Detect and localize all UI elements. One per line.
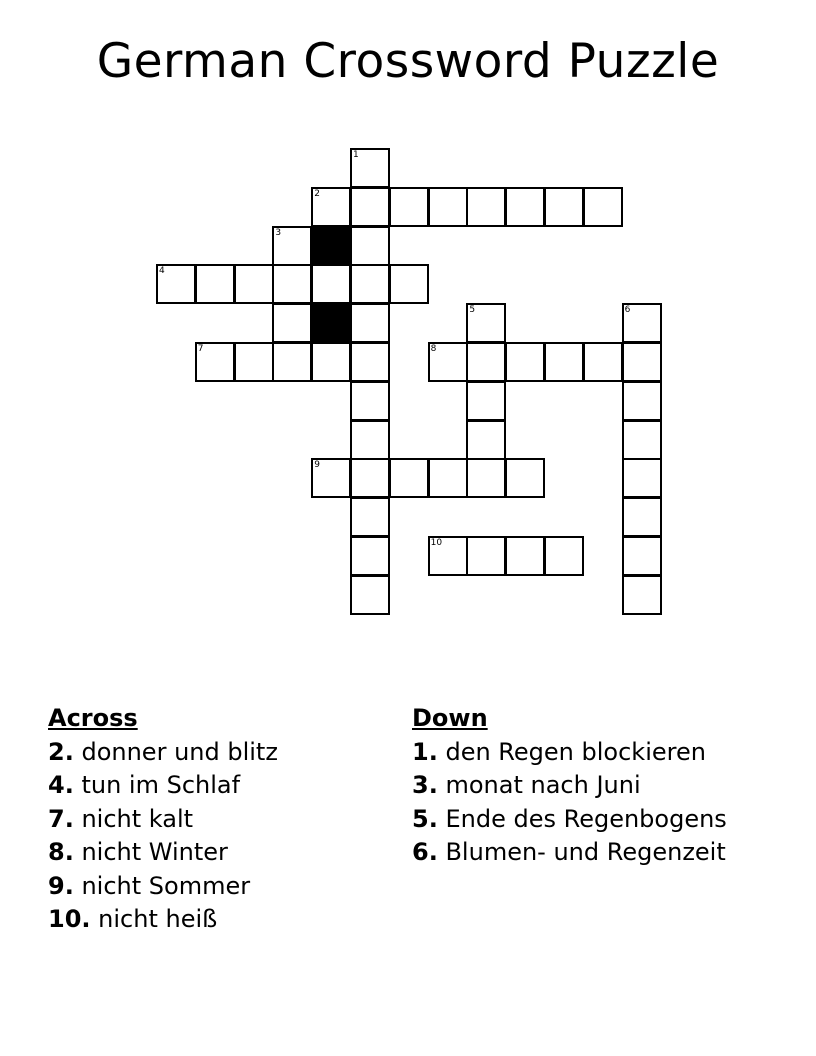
- clue-across: [48, 769, 378, 803]
- crossword-cell[interactable]: [350, 536, 390, 576]
- crossword-cell[interactable]: [466, 303, 506, 343]
- clue-number-label: 8: [430, 344, 437, 354]
- crossword-cell[interactable]: [466, 187, 506, 227]
- crossword-cell[interactable]: [350, 187, 390, 227]
- crossword-cell[interactable]: [466, 420, 506, 460]
- crossword-cell[interactable]: [389, 458, 429, 498]
- clue-number-label: 6: [624, 305, 631, 316]
- clue-number-label: 7: [197, 344, 204, 354]
- clue-text: nicht Winter: [81, 838, 228, 866]
- clue-down: [412, 736, 752, 770]
- clue-across: [48, 903, 378, 937]
- crossword-cell[interactable]: [311, 264, 351, 304]
- clue-number: 9.: [48, 871, 74, 900]
- crossword-cell[interactable]: [622, 497, 662, 537]
- clue-number: 7.: [48, 804, 74, 833]
- clue-text: den Regen blockieren: [445, 737, 706, 766]
- crossword-cell[interactable]: [350, 575, 390, 615]
- crossword-cell[interactable]: [505, 187, 545, 227]
- clue-text: monat nach Juni: [445, 771, 641, 799]
- clue-text: nicht Sommer: [81, 871, 251, 900]
- clue-number: 6.: [412, 838, 438, 866]
- crossword-cell[interactable]: [311, 458, 351, 498]
- crossword-cell[interactable]: [350, 342, 390, 382]
- crossword-cell[interactable]: [583, 342, 623, 382]
- crossword-cell[interactable]: [195, 342, 235, 382]
- clue-across: [48, 836, 378, 870]
- clue-text: Blumen- und Regenzeit: [445, 838, 726, 866]
- clue-across: [48, 803, 378, 837]
- clue-text: Ende des Regenbogens: [445, 804, 727, 833]
- crossword-cell[interactable]: [234, 264, 274, 304]
- clue-number-label: 2: [314, 188, 320, 199]
- clue-text: nicht heiß: [98, 905, 218, 933]
- clue-number-label: 4: [159, 266, 165, 277]
- crossword-cell[interactable]: [389, 187, 429, 227]
- crossword-cell[interactable]: [428, 342, 468, 382]
- clue-number-label: 10: [430, 538, 443, 548]
- crossword-cell[interactable]: [195, 264, 235, 304]
- crossword-cell[interactable]: [350, 420, 390, 460]
- clue-number: 8.: [48, 838, 74, 866]
- crossword-cell[interactable]: [156, 264, 196, 304]
- crossword-cell[interactable]: [389, 264, 429, 304]
- crossword-cell[interactable]: [466, 342, 506, 382]
- clue-number-label: 5: [469, 305, 476, 316]
- clue-text: donner und blitz: [81, 737, 278, 766]
- clue-across: [48, 870, 378, 904]
- crossword-cell[interactable]: [272, 303, 312, 343]
- crossword-cell[interactable]: [622, 420, 662, 460]
- crossword-cell[interactable]: [544, 342, 584, 382]
- crossword-cell[interactable]: [234, 342, 274, 382]
- crossword-cell[interactable]: [311, 342, 351, 382]
- clue-number: 4.: [48, 771, 74, 799]
- clue-number-label: 1: [353, 150, 359, 160]
- crossword-cell[interactable]: [505, 458, 545, 498]
- clue-number: 3.: [412, 771, 438, 799]
- black-square: [311, 226, 351, 266]
- crossword-cell[interactable]: [311, 187, 351, 227]
- black-square: [311, 303, 351, 343]
- clue-down: [412, 769, 752, 803]
- crossword-cell[interactable]: [350, 497, 390, 537]
- crossword-cell[interactable]: [428, 536, 468, 576]
- crossword-cell[interactable]: [272, 342, 312, 382]
- crossword-cell[interactable]: [622, 536, 662, 576]
- crossword-cell[interactable]: [350, 381, 390, 421]
- clue-text: nicht kalt: [81, 804, 194, 833]
- crossword-cell[interactable]: [466, 458, 506, 498]
- clue-text: tun im Schlaf: [81, 771, 241, 799]
- crossword-cell[interactable]: [428, 458, 468, 498]
- crossword-cell[interactable]: [466, 536, 506, 576]
- crossword-cell[interactable]: [350, 226, 390, 266]
- crossword-cell[interactable]: [622, 342, 662, 382]
- clue-number: 1.: [412, 737, 438, 766]
- page-title: German Crossword Puzzle: [96, 34, 720, 89]
- crossword-cell[interactable]: [466, 381, 506, 421]
- down-heading: Down: [412, 704, 488, 732]
- crossword-cell[interactable]: [350, 148, 390, 188]
- crossword-cell[interactable]: [350, 264, 390, 304]
- crossword-cell[interactable]: [583, 187, 623, 227]
- across-heading: Across: [48, 704, 138, 732]
- clue-down: [412, 803, 752, 837]
- clue-down: [412, 836, 752, 870]
- crossword-cell[interactable]: [505, 342, 545, 382]
- crossword-cell[interactable]: [544, 187, 584, 227]
- crossword-cell[interactable]: [544, 536, 584, 576]
- crossword-cell[interactable]: [622, 575, 662, 615]
- crossword-cell[interactable]: [272, 226, 312, 266]
- crossword-cell[interactable]: [272, 264, 312, 304]
- down-clues: [412, 702, 752, 870]
- crossword-cell[interactable]: [428, 187, 468, 227]
- crossword-cell[interactable]: [350, 303, 390, 343]
- crossword-cell[interactable]: [622, 303, 662, 343]
- crossword-cell[interactable]: [622, 458, 662, 498]
- across-clues: [48, 702, 378, 937]
- clue-number: 5.: [412, 804, 438, 833]
- clue-across: [48, 736, 378, 770]
- clue-number: 2.: [48, 737, 74, 766]
- clue-number-label: 9: [314, 460, 320, 471]
- clue-number-label: 3: [275, 227, 282, 238]
- crossword-cell[interactable]: [505, 536, 545, 576]
- crossword-cell[interactable]: [622, 381, 662, 421]
- clue-number: 10.: [48, 905, 91, 933]
- crossword-cell[interactable]: [350, 458, 390, 498]
